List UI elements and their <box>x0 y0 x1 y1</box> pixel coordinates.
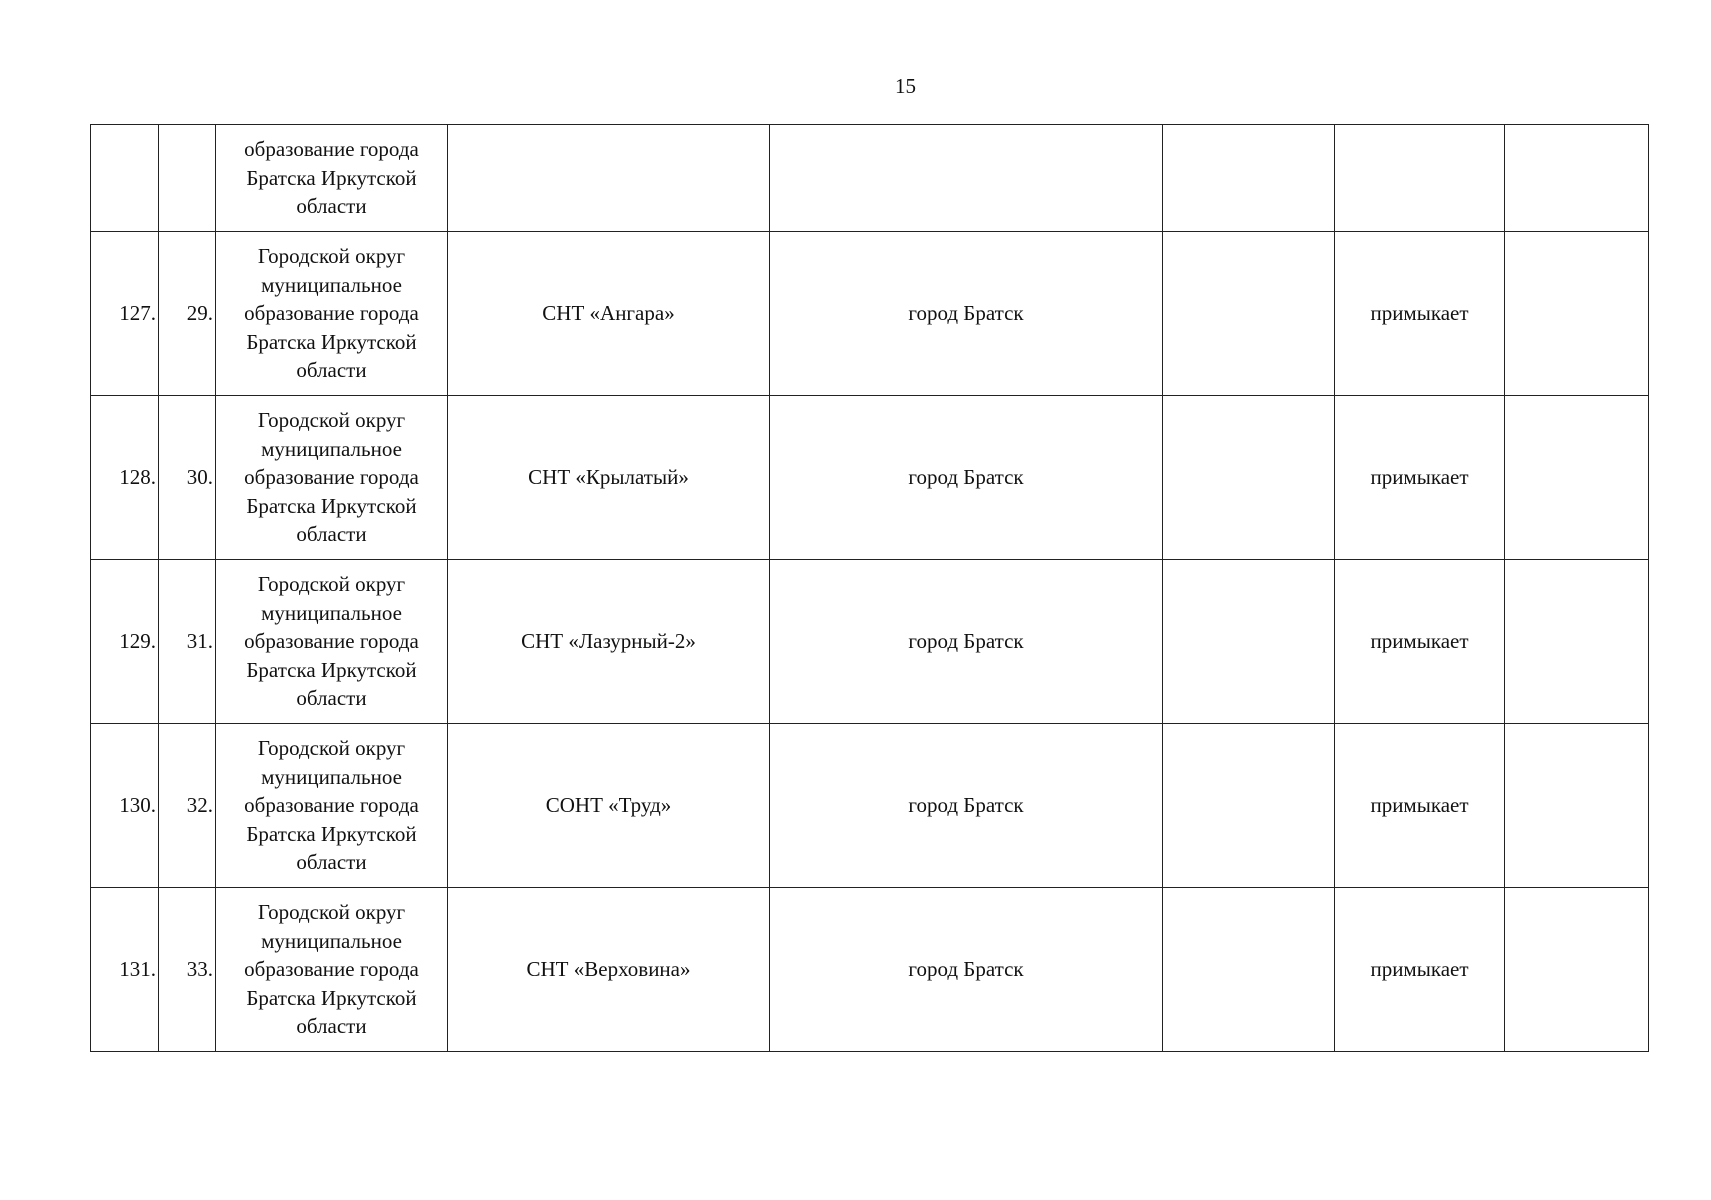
table-cell-municipality <box>216 232 448 396</box>
table-row <box>91 396 1649 560</box>
table-cell-col6 <box>1163 125 1335 232</box>
table-cell-col6 <box>1163 888 1335 1052</box>
municipality-text: Городской округ муниципальное образование города Братска Иркутской области <box>244 244 419 383</box>
table-row <box>91 125 1649 232</box>
table-cell-name: СНТ «Верховина» <box>448 888 770 1052</box>
table-cell-name: СОНТ «Труд» <box>448 724 770 888</box>
table-cell-locality <box>770 125 1163 232</box>
table-cell-municipality <box>216 888 448 1052</box>
table-cell-number: 129. <box>91 560 159 724</box>
table-cell-status: примыкает <box>1335 232 1505 396</box>
table-cell-status: примыкает <box>1335 396 1505 560</box>
municipality-text: Городской округ муниципальное образование города Братска Иркутской области <box>244 408 419 547</box>
table-cell-municipality <box>216 560 448 724</box>
table-cell-number: 128. <box>91 396 159 560</box>
table-cell-subnumber: 32. <box>159 724 216 888</box>
municipality-text: Городской округ муниципальное образование города Братска Иркутской области <box>244 736 419 875</box>
table-cell-col6 <box>1163 396 1335 560</box>
table-cell-name: СНТ «Лазурный-2» <box>448 560 770 724</box>
table-cell-name: СНТ «Крылатый» <box>448 396 770 560</box>
table-row <box>91 888 1649 1052</box>
table-cell-status: примыкает <box>1335 724 1505 888</box>
table-cell-name: СНТ «Ангара» <box>448 232 770 396</box>
municipality-text: образование города Братска Иркутской области <box>244 137 419 219</box>
table-cell-subnumber: 33. <box>159 888 216 1052</box>
table-cell-col8 <box>1505 396 1649 560</box>
municipality-text: Городской округ муниципальное образование города Братска Иркутской области <box>244 572 419 711</box>
table-cell-subnumber: 31. <box>159 560 216 724</box>
table-cell-municipality <box>216 724 448 888</box>
table-cell-locality: город Братск <box>770 724 1163 888</box>
table-cell-subnumber: 30. <box>159 396 216 560</box>
data-table <box>90 124 1649 1052</box>
page-number: 15 <box>895 74 916 98</box>
table-cell-col8 <box>1505 888 1649 1052</box>
table-cell-municipality <box>216 396 448 560</box>
table-cell-municipality <box>216 125 448 232</box>
table-cell-status: примыкает <box>1335 560 1505 724</box>
table-cell-locality: город Братск <box>770 888 1163 1052</box>
table-row <box>91 560 1649 724</box>
table-cell-col8 <box>1505 724 1649 888</box>
table-cell-locality: город Братск <box>770 232 1163 396</box>
table-cell-col8 <box>1505 232 1649 396</box>
table-cell-col6 <box>1163 724 1335 888</box>
table-cell-col6 <box>1163 560 1335 724</box>
table-cell-col8 <box>1505 125 1649 232</box>
table-cell-status: примыкает <box>1335 888 1505 1052</box>
table-cell-name <box>448 125 770 232</box>
municipality-text: Городской округ муниципальное образование города Братска Иркутской области <box>244 900 419 1039</box>
table-row <box>91 724 1649 888</box>
table-cell-subnumber: 29. <box>159 232 216 396</box>
table-cell-locality: город Братск <box>770 396 1163 560</box>
table-cell-subnumber <box>159 125 216 232</box>
table-row <box>91 232 1649 396</box>
table-cell-number: 131. <box>91 888 159 1052</box>
table-cell-number: 127. <box>91 232 159 396</box>
table-cell-locality: город Братск <box>770 560 1163 724</box>
table-cell-status <box>1335 125 1505 232</box>
table-cell-col6 <box>1163 232 1335 396</box>
table-cell-col8 <box>1505 560 1649 724</box>
table-cell-number: 130. <box>91 724 159 888</box>
table-cell-number <box>91 125 159 232</box>
